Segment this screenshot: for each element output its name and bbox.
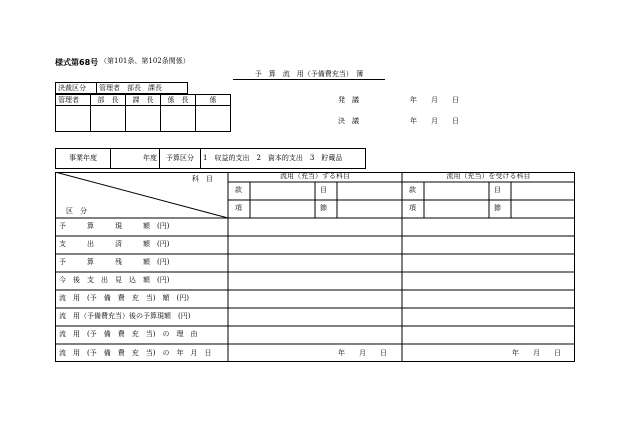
row-label-after-budget: 流 用（予備費充当）後の予算現額 (円) bbox=[59, 312, 191, 320]
stamp-box bbox=[56, 106, 91, 132]
stamp-box bbox=[126, 106, 161, 132]
to-moku: 目 bbox=[494, 186, 501, 194]
row-label-budget: 予 算 現 額 (円) bbox=[59, 222, 170, 230]
budget-class-options: 1 収益的支出 2 資本的支出 3 貯蔵品 bbox=[201, 149, 366, 169]
to-kan: 款 bbox=[409, 186, 416, 194]
year-label: 年度 bbox=[111, 149, 160, 169]
role-kacho: 課 長 bbox=[126, 95, 161, 106]
role-bucho: 部 長 bbox=[91, 95, 126, 106]
transfer-to-header: 流用（充当）を受ける科目 bbox=[446, 172, 531, 180]
kessai-label: 決裁区分 bbox=[56, 83, 97, 94]
role-manager: 管理者 bbox=[56, 95, 91, 106]
fiscal-year-label: 事業年度 bbox=[56, 149, 111, 169]
form-number: 様式第68号 bbox=[55, 58, 99, 67]
from-transfer-date: 年 月 日 bbox=[338, 349, 387, 357]
to-setsu: 節 bbox=[494, 204, 501, 212]
decision-date: 年 月 日 bbox=[410, 117, 459, 125]
approval-stamp-table bbox=[55, 94, 231, 132]
to-kou: 項 bbox=[409, 204, 416, 212]
row-label-reason: 流 用 (予 備 費 充 当) の 理 由 bbox=[59, 330, 198, 338]
stamp-box bbox=[196, 106, 231, 132]
from-setsu: 節 bbox=[320, 204, 327, 212]
from-kan: 款 bbox=[235, 186, 242, 194]
corner-kubun: 区 分 bbox=[66, 207, 87, 215]
row-label-remaining: 予 算 残 額 (円) bbox=[59, 258, 170, 266]
role-kakari: 係 bbox=[196, 95, 231, 106]
row-label-date: 流 用 (予 備 費 充 当) の 年 月 日 bbox=[59, 349, 212, 357]
decision-label: 決 議 bbox=[338, 117, 359, 125]
row-label-spent: 支 出 済 額 (円) bbox=[59, 240, 170, 248]
row-label-forecast: 今 後 支 出 見 込 額 (円) bbox=[59, 276, 170, 284]
to-transfer-date: 年 月 日 bbox=[512, 349, 561, 357]
kessai-table bbox=[55, 82, 188, 94]
role-kakaricho: 係 長 bbox=[161, 95, 196, 106]
from-moku: 目 bbox=[320, 186, 327, 194]
from-kou: 項 bbox=[235, 204, 242, 212]
corner-kamoku: 科 目 bbox=[192, 175, 213, 183]
budget-class-label: 予算区分 bbox=[160, 149, 201, 169]
form-reference: （第101条、第102条関係） bbox=[100, 57, 190, 65]
proposal-label: 発 議 bbox=[338, 96, 359, 104]
proposal-date: 年 月 日 bbox=[410, 96, 459, 104]
stamp-box bbox=[91, 106, 126, 132]
page-title: 予 算 流 用（予備費充当） 簿 bbox=[233, 71, 385, 80]
row-label-transfer-amount: 流 用 (予 備 費 充 当) 額 (円) bbox=[59, 294, 189, 302]
transfer-from-header: 流用（充当）する科目 bbox=[280, 172, 350, 180]
info-bar bbox=[55, 148, 366, 169]
stamp-box bbox=[161, 106, 196, 132]
kessai-roles: 管理者 部長 課長 bbox=[97, 83, 188, 94]
